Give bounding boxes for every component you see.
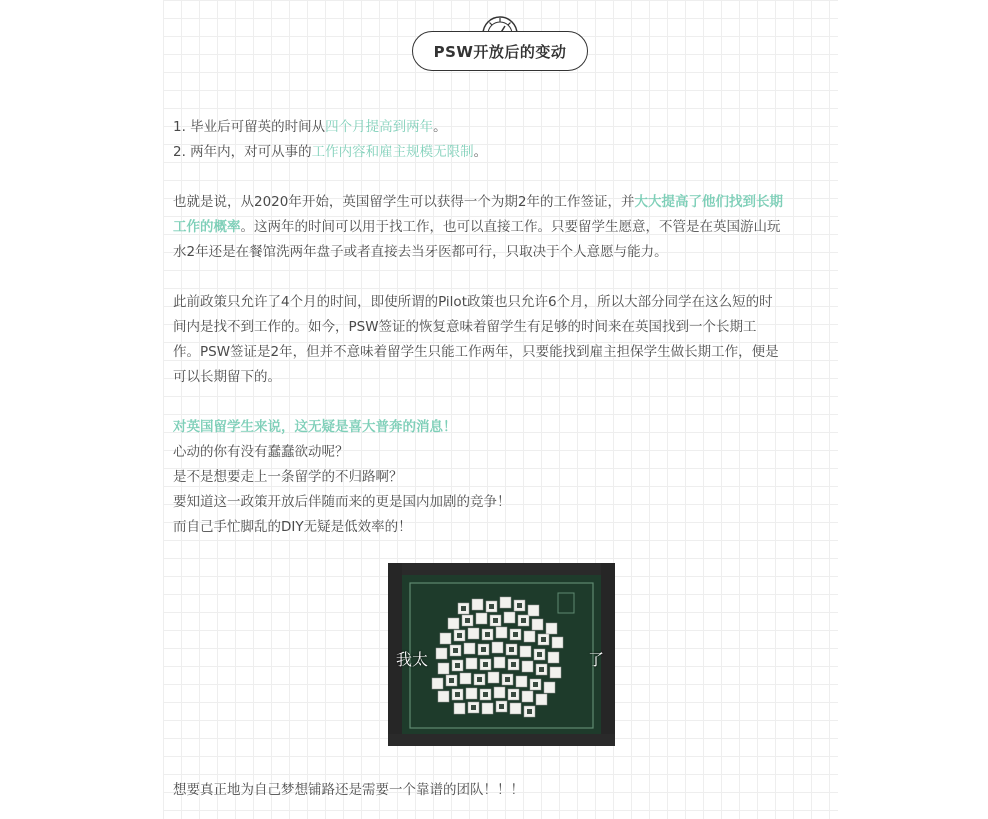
- list-item: [173, 140, 833, 165]
- paragraph-line: 可以长期留下的。: [173, 369, 281, 385]
- paragraph-highlight: 大大提高了他们找到长期: [634, 194, 783, 210]
- list-item: [173, 115, 833, 140]
- paragraph-line: 而自己手忙脚乱的DIY无疑是低效率的！: [173, 519, 412, 535]
- paragraph-line: 此前政策只允许了4个月的时间，即使所谓的Pilot政策也只允许6个月，所以大部分同学在这么短的时: [173, 294, 773, 310]
- paragraph-line: 间内是找不到工作的。如今，PSW签证的恢复意味着留学生有足够的时间来在英国找到一个长期工: [173, 319, 757, 335]
- section-title-box: [412, 31, 588, 71]
- article-content: [173, 115, 833, 540]
- highlight-line: 对英国留学生来说，这无疑是喜大普奔的消息！: [173, 419, 457, 435]
- meme-caption-left: 我太: [396, 650, 429, 669]
- mahjong-meme-image: [388, 563, 615, 746]
- paragraph-line: [173, 190, 833, 215]
- list-item-suffix: 。: [473, 144, 488, 160]
- paragraph-highlight: 工作的概率: [173, 219, 241, 235]
- closing-line: 想要真正地为自己梦想铺路还是需要一个靠谱的团队！！！: [173, 782, 524, 798]
- list-item-highlight: 四个月提高到两年: [325, 119, 434, 135]
- paragraph-text: 也就是说，从2020年开始，英国留学生可以获得一个为期2年的工作签证，并: [173, 194, 635, 210]
- paragraph-text: 。这两年的时间可以用于找工作，也可以直接工作。只要留学生愿意，不管是在英国游山玩: [240, 219, 781, 235]
- paragraph-line: 是不是想要走上一条留学的不归路啊？: [173, 469, 403, 485]
- list-item-suffix: 。: [433, 119, 447, 135]
- section-title: PSW开放后的变动: [433, 42, 567, 61]
- paragraph-line: 要知道这一政策开放后伴随而来的更是国内加剧的竞争！: [173, 494, 511, 510]
- list-item-highlight: 工作内容和雇主规模无限制: [311, 144, 474, 160]
- list-item-text: 1. 毕业后可留英的时间从: [173, 119, 326, 135]
- meme-caption-right: 了: [588, 650, 605, 669]
- paragraph-line: 作。PSW签证是2年，但并不意味着留学生只能工作两年，只要能找到雇主担保学生做长期工作，便是: [173, 344, 779, 360]
- paragraph-line: 心动的你有没有蠢蠢欲动呢？: [173, 444, 349, 460]
- paragraph-line: 水2年还是在餐馆洗两年盘子或者直接去当牙医都可行，只取决于个人意愿与能力。: [173, 244, 668, 260]
- list-item-text: 2. 两年内，对可从事的: [173, 144, 312, 160]
- paragraph-line: [173, 215, 833, 240]
